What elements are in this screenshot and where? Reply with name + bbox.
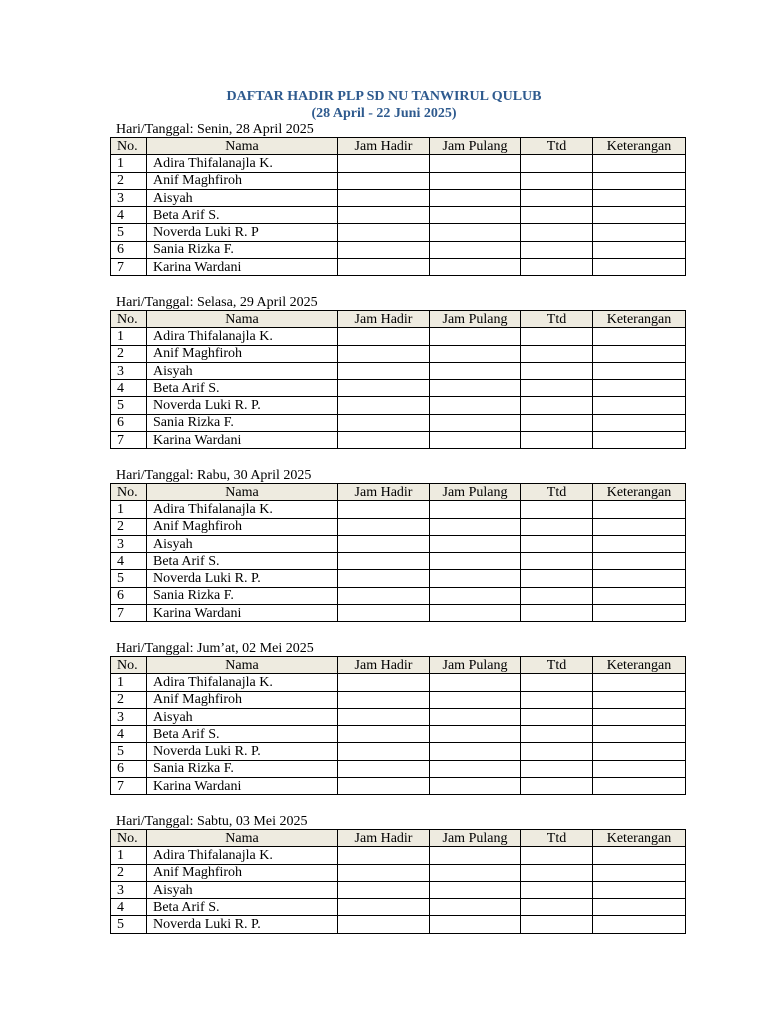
cell-ttd <box>521 397 593 414</box>
cell-ttd <box>521 570 593 587</box>
cell-keterangan <box>593 345 686 362</box>
cell-jam-hadir <box>338 380 430 397</box>
cell-keterangan <box>593 414 686 431</box>
cell-jam-pulang <box>430 189 521 206</box>
cell-keterangan <box>593 155 686 172</box>
cell-jam-pulang <box>430 432 521 449</box>
cell-no: 5 <box>111 916 147 933</box>
table-row <box>111 172 686 189</box>
day-label: Hari/Tanggal: Sabtu, 03 Mei 2025 <box>116 814 308 829</box>
cell-jam-hadir <box>338 743 430 760</box>
table-row <box>111 414 686 431</box>
cell-jam-pulang <box>430 380 521 397</box>
cell-no: 6 <box>111 587 147 604</box>
col-header-jam-pulang: Jam Pulang <box>430 138 521 155</box>
table-row <box>111 518 686 535</box>
cell-jam-hadir <box>338 224 430 241</box>
col-header-jam-pulang: Jam Pulang <box>430 484 521 501</box>
cell-no: 1 <box>111 674 147 691</box>
cell-ttd <box>521 691 593 708</box>
table-row <box>111 189 686 206</box>
col-header-keterangan: Keterangan <box>593 484 686 501</box>
cell-jam-pulang <box>430 328 521 345</box>
cell-ttd <box>521 224 593 241</box>
cell-no: 5 <box>111 224 147 241</box>
cell-nama: Anif Maghfiroh <box>147 518 338 535</box>
cell-ttd <box>521 362 593 379</box>
cell-ttd <box>521 899 593 916</box>
day-label: Hari/Tanggal: Selasa, 29 April 2025 <box>116 295 318 310</box>
col-header-keterangan: Keterangan <box>593 138 686 155</box>
attendance-table <box>110 137 686 276</box>
cell-keterangan <box>593 864 686 881</box>
table-row <box>111 778 686 795</box>
cell-ttd <box>521 432 593 449</box>
cell-nama: Aisyah <box>147 881 338 898</box>
cell-ttd <box>521 241 593 258</box>
cell-nama: Aisyah <box>147 189 338 206</box>
cell-nama: Adira Thifalanajla K. <box>147 501 338 518</box>
cell-nama: Aisyah <box>147 362 338 379</box>
table-row <box>111 847 686 864</box>
cell-jam-hadir <box>338 345 430 362</box>
day-label: Hari/Tanggal: Rabu, 30 April 2025 <box>116 468 312 483</box>
cell-keterangan <box>593 224 686 241</box>
day-section <box>110 468 685 622</box>
cell-ttd <box>521 501 593 518</box>
attendance-table <box>110 656 686 795</box>
cell-ttd <box>521 847 593 864</box>
cell-keterangan <box>593 362 686 379</box>
cell-no: 2 <box>111 691 147 708</box>
cell-nama: Adira Thifalanajla K. <box>147 674 338 691</box>
table-row <box>111 708 686 725</box>
cell-jam-hadir <box>338 362 430 379</box>
col-header-no: No. <box>111 484 147 501</box>
cell-jam-pulang <box>430 847 521 864</box>
col-header-jam-hadir: Jam Hadir <box>338 311 430 328</box>
col-header-jam-pulang: Jam Pulang <box>430 657 521 674</box>
col-header-no: No. <box>111 830 147 847</box>
cell-ttd <box>521 743 593 760</box>
cell-jam-hadir <box>338 760 430 777</box>
cell-no: 4 <box>111 726 147 743</box>
cell-jam-hadir <box>338 778 430 795</box>
cell-nama: Anif Maghfiroh <box>147 691 338 708</box>
col-header-ttd: Ttd <box>521 830 593 847</box>
cell-jam-pulang <box>430 553 521 570</box>
cell-ttd <box>521 587 593 604</box>
cell-keterangan <box>593 847 686 864</box>
cell-nama: Aisyah <box>147 708 338 725</box>
cell-no: 7 <box>111 605 147 622</box>
cell-no: 1 <box>111 501 147 518</box>
cell-jam-pulang <box>430 916 521 933</box>
table-row <box>111 155 686 172</box>
cell-jam-hadir <box>338 726 430 743</box>
cell-keterangan <box>593 397 686 414</box>
cell-keterangan <box>593 899 686 916</box>
cell-jam-hadir <box>338 674 430 691</box>
table-row <box>111 501 686 518</box>
cell-no: 4 <box>111 899 147 916</box>
table-row <box>111 587 686 604</box>
cell-jam-hadir <box>338 881 430 898</box>
cell-no: 7 <box>111 259 147 276</box>
cell-ttd <box>521 414 593 431</box>
cell-jam-hadir <box>338 432 430 449</box>
col-header-jam-hadir: Jam Hadir <box>338 138 430 155</box>
table-row <box>111 224 686 241</box>
cell-nama: Beta Arif S. <box>147 553 338 570</box>
cell-jam-pulang <box>430 345 521 362</box>
cell-nama: Noverda Luki R. P <box>147 224 338 241</box>
cell-ttd <box>521 760 593 777</box>
cell-no: 2 <box>111 345 147 362</box>
cell-jam-pulang <box>430 691 521 708</box>
cell-jam-pulang <box>430 708 521 725</box>
cell-keterangan <box>593 518 686 535</box>
cell-nama: Beta Arif S. <box>147 726 338 743</box>
cell-ttd <box>521 345 593 362</box>
cell-no: 1 <box>111 847 147 864</box>
cell-keterangan <box>593 172 686 189</box>
cell-jam-hadir <box>338 241 430 258</box>
day-section <box>110 641 685 795</box>
table-row <box>111 553 686 570</box>
cell-no: 6 <box>111 414 147 431</box>
col-header-no: No. <box>111 138 147 155</box>
cell-jam-hadir <box>338 207 430 224</box>
cell-keterangan <box>593 570 686 587</box>
cell-jam-pulang <box>430 224 521 241</box>
col-header-keterangan: Keterangan <box>593 311 686 328</box>
cell-keterangan <box>593 708 686 725</box>
cell-nama: Sania Rizka F. <box>147 414 338 431</box>
cell-no: 5 <box>111 570 147 587</box>
cell-nama: Beta Arif S. <box>147 207 338 224</box>
cell-keterangan <box>593 726 686 743</box>
cell-nama: Noverda Luki R. P. <box>147 743 338 760</box>
cell-no: 5 <box>111 743 147 760</box>
cell-keterangan <box>593 916 686 933</box>
table-row <box>111 864 686 881</box>
cell-no: 3 <box>111 362 147 379</box>
attendance-table <box>110 310 686 449</box>
table-row <box>111 916 686 933</box>
cell-jam-hadir <box>338 864 430 881</box>
cell-nama: Sania Rizka F. <box>147 241 338 258</box>
table-row <box>111 397 686 414</box>
cell-jam-pulang <box>430 760 521 777</box>
cell-ttd <box>521 172 593 189</box>
day-label: Hari/Tanggal: Jum’at, 02 Mei 2025 <box>116 641 314 656</box>
document-subtitle: (28 April - 22 Juni 2025) <box>311 106 457 121</box>
cell-no: 3 <box>111 708 147 725</box>
cell-nama: Adira Thifalanajla K. <box>147 847 338 864</box>
cell-keterangan <box>593 605 686 622</box>
cell-no: 4 <box>111 207 147 224</box>
cell-jam-pulang <box>430 864 521 881</box>
cell-jam-pulang <box>430 743 521 760</box>
cell-ttd <box>521 553 593 570</box>
cell-jam-hadir <box>338 691 430 708</box>
cell-jam-hadir <box>338 328 430 345</box>
cell-keterangan <box>593 760 686 777</box>
cell-ttd <box>521 864 593 881</box>
table-row <box>111 207 686 224</box>
cell-jam-pulang <box>430 397 521 414</box>
cell-jam-pulang <box>430 241 521 258</box>
table-row <box>111 691 686 708</box>
col-header-nama: Nama <box>147 657 338 674</box>
cell-jam-hadir <box>338 535 430 552</box>
cell-nama: Karina Wardani <box>147 605 338 622</box>
cell-keterangan <box>593 674 686 691</box>
cell-jam-hadir <box>338 172 430 189</box>
cell-jam-hadir <box>338 605 430 622</box>
cell-no: 4 <box>111 380 147 397</box>
cell-nama: Sania Rizka F. <box>147 587 338 604</box>
col-header-jam-pulang: Jam Pulang <box>430 830 521 847</box>
cell-jam-hadir <box>338 259 430 276</box>
cell-keterangan <box>593 587 686 604</box>
table-row <box>111 743 686 760</box>
table-header-row <box>111 484 686 501</box>
cell-no: 7 <box>111 778 147 795</box>
table-row <box>111 328 686 345</box>
table-row <box>111 760 686 777</box>
cell-jam-hadir <box>338 501 430 518</box>
col-header-keterangan: Keterangan <box>593 830 686 847</box>
table-row <box>111 241 686 258</box>
cell-jam-pulang <box>430 362 521 379</box>
cell-ttd <box>521 726 593 743</box>
attendance-table <box>110 483 686 622</box>
cell-jam-pulang <box>430 207 521 224</box>
day-section <box>110 814 685 934</box>
table-row <box>111 432 686 449</box>
day-section <box>110 295 685 449</box>
cell-nama: Noverda Luki R. P. <box>147 397 338 414</box>
cell-nama: Beta Arif S. <box>147 899 338 916</box>
table-header-row <box>111 138 686 155</box>
cell-keterangan <box>593 553 686 570</box>
col-header-jam-hadir: Jam Hadir <box>338 830 430 847</box>
col-header-nama: Nama <box>147 484 338 501</box>
cell-ttd <box>521 881 593 898</box>
cell-nama: Anif Maghfiroh <box>147 345 338 362</box>
cell-ttd <box>521 207 593 224</box>
cell-no: 2 <box>111 172 147 189</box>
cell-no: 3 <box>111 189 147 206</box>
cell-jam-hadir <box>338 518 430 535</box>
cell-jam-hadir <box>338 708 430 725</box>
day-label: Hari/Tanggal: Senin, 28 April 2025 <box>116 122 314 137</box>
col-header-nama: Nama <box>147 830 338 847</box>
cell-ttd <box>521 380 593 397</box>
cell-nama: Beta Arif S. <box>147 380 338 397</box>
cell-no: 6 <box>111 760 147 777</box>
table-row <box>111 570 686 587</box>
cell-ttd <box>521 155 593 172</box>
cell-keterangan <box>593 691 686 708</box>
cell-jam-pulang <box>430 881 521 898</box>
cell-ttd <box>521 778 593 795</box>
cell-jam-pulang <box>430 172 521 189</box>
cell-jam-hadir <box>338 155 430 172</box>
cell-jam-pulang <box>430 674 521 691</box>
col-header-jam-hadir: Jam Hadir <box>338 657 430 674</box>
cell-jam-pulang <box>430 414 521 431</box>
cell-jam-pulang <box>430 501 521 518</box>
table-row <box>111 259 686 276</box>
cell-ttd <box>521 535 593 552</box>
cell-keterangan <box>593 881 686 898</box>
table-row <box>111 674 686 691</box>
table-header-row <box>111 830 686 847</box>
cell-no: 2 <box>111 518 147 535</box>
cell-jam-pulang <box>430 155 521 172</box>
col-header-jam-hadir: Jam Hadir <box>338 484 430 501</box>
cell-no: 3 <box>111 881 147 898</box>
cell-keterangan <box>593 328 686 345</box>
cell-jam-pulang <box>430 778 521 795</box>
cell-jam-pulang <box>430 518 521 535</box>
cell-nama: Karina Wardani <box>147 259 338 276</box>
cell-no: 5 <box>111 397 147 414</box>
cell-no: 4 <box>111 553 147 570</box>
cell-keterangan <box>593 501 686 518</box>
cell-jam-pulang <box>430 726 521 743</box>
cell-nama: Aisyah <box>147 535 338 552</box>
table-row <box>111 605 686 622</box>
table-row <box>111 345 686 362</box>
cell-nama: Sania Rizka F. <box>147 760 338 777</box>
attendance-table <box>110 829 686 934</box>
cell-ttd <box>521 916 593 933</box>
cell-keterangan <box>593 535 686 552</box>
cell-no: 1 <box>111 155 147 172</box>
cell-keterangan <box>593 432 686 449</box>
col-header-nama: Nama <box>147 311 338 328</box>
document-title: DAFTAR HADIR PLP SD NU TANWIRUL QULUB <box>226 89 542 104</box>
cell-no: 7 <box>111 432 147 449</box>
cell-keterangan <box>593 259 686 276</box>
cell-jam-hadir <box>338 553 430 570</box>
cell-jam-hadir <box>338 414 430 431</box>
col-header-keterangan: Keterangan <box>593 657 686 674</box>
cell-jam-hadir <box>338 570 430 587</box>
col-header-jam-pulang: Jam Pulang <box>430 311 521 328</box>
col-header-no: No. <box>111 311 147 328</box>
cell-nama: Anif Maghfiroh <box>147 172 338 189</box>
table-row <box>111 362 686 379</box>
cell-no: 1 <box>111 328 147 345</box>
cell-nama: Anif Maghfiroh <box>147 864 338 881</box>
cell-no: 6 <box>111 241 147 258</box>
cell-ttd <box>521 189 593 206</box>
cell-no: 3 <box>111 535 147 552</box>
cell-jam-hadir <box>338 189 430 206</box>
cell-nama: Noverda Luki R. P. <box>147 916 338 933</box>
table-header-row <box>111 311 686 328</box>
cell-keterangan <box>593 380 686 397</box>
cell-ttd <box>521 518 593 535</box>
cell-jam-pulang <box>430 587 521 604</box>
table-row <box>111 380 686 397</box>
cell-nama: Adira Thifalanajla K. <box>147 328 338 345</box>
col-header-ttd: Ttd <box>521 484 593 501</box>
cell-ttd <box>521 605 593 622</box>
cell-keterangan <box>593 241 686 258</box>
cell-jam-hadir <box>338 899 430 916</box>
cell-nama: Karina Wardani <box>147 778 338 795</box>
table-header-row <box>111 657 686 674</box>
cell-ttd <box>521 328 593 345</box>
cell-keterangan <box>593 778 686 795</box>
cell-jam-hadir <box>338 847 430 864</box>
col-header-no: No. <box>111 657 147 674</box>
cell-nama: Noverda Luki R. P. <box>147 570 338 587</box>
cell-jam-hadir <box>338 397 430 414</box>
cell-keterangan <box>593 743 686 760</box>
col-header-nama: Nama <box>147 138 338 155</box>
cell-nama: Adira Thifalanajla K. <box>147 155 338 172</box>
table-row <box>111 535 686 552</box>
cell-jam-pulang <box>430 605 521 622</box>
table-row <box>111 881 686 898</box>
cell-nama: Karina Wardani <box>147 432 338 449</box>
col-header-ttd: Ttd <box>521 311 593 328</box>
document-header <box>0 88 768 122</box>
table-row <box>111 726 686 743</box>
cell-jam-pulang <box>430 535 521 552</box>
col-header-ttd: Ttd <box>521 138 593 155</box>
table-row <box>111 899 686 916</box>
col-header-ttd: Ttd <box>521 657 593 674</box>
cell-keterangan <box>593 189 686 206</box>
cell-ttd <box>521 259 593 276</box>
cell-jam-pulang <box>430 259 521 276</box>
cell-no: 2 <box>111 864 147 881</box>
cell-ttd <box>521 708 593 725</box>
cell-ttd <box>521 674 593 691</box>
cell-jam-hadir <box>338 587 430 604</box>
cell-jam-hadir <box>338 916 430 933</box>
cell-jam-pulang <box>430 899 521 916</box>
cell-keterangan <box>593 207 686 224</box>
cell-jam-pulang <box>430 570 521 587</box>
day-section <box>110 122 685 276</box>
